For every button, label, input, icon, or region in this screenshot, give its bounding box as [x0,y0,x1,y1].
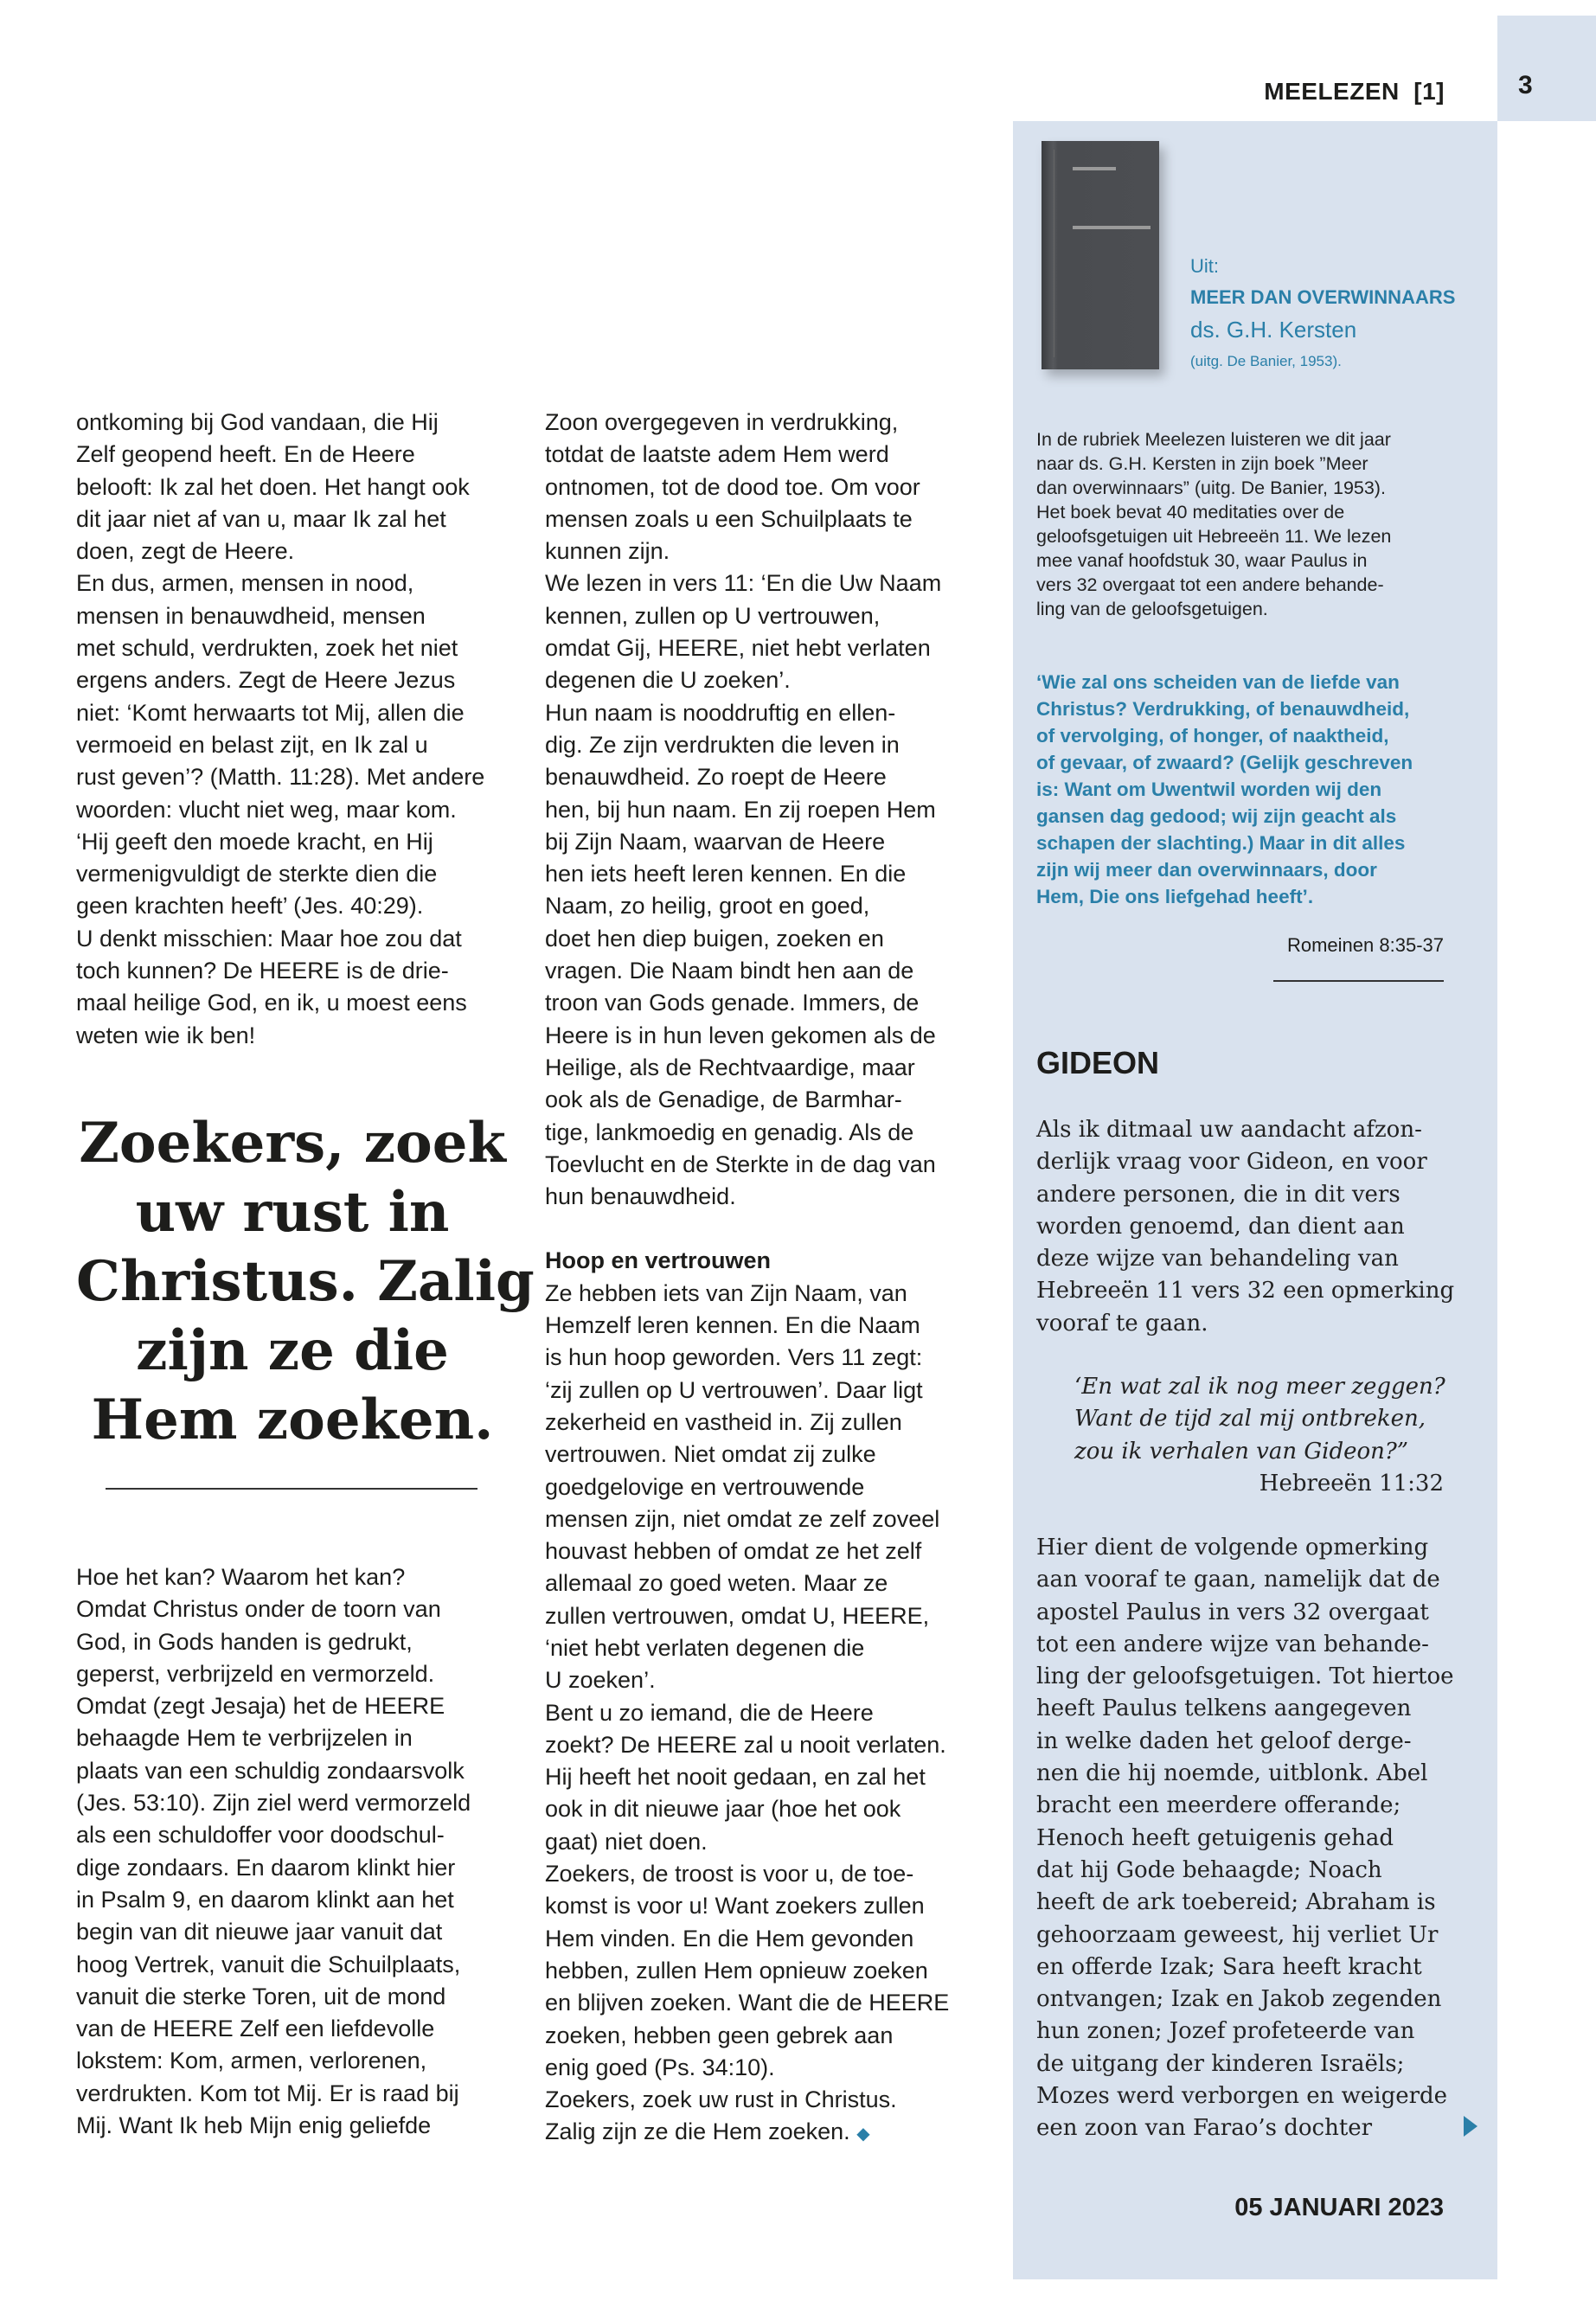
book-from-label: Uit: [1190,255,1219,277]
text-line: Als ik ditmaal uw aandacht afzon- [1036,1117,1422,1143]
text-line: Zalig zijn ze die Hem zoeken. ◆ [545,2118,870,2145]
text-line: en blijven zoeken. Want die de HEERE [545,1990,950,2016]
text-line: Want de tijd zal mij ontbreken, [1074,1406,1426,1433]
text-line: hoog Vertrek, vanuit die Schuilplaats, [76,1951,461,1977]
text-line: Hemzelf leren kennen. En die Naam [545,1312,920,1339]
text-line: dige zondaars. En daarom klinkt hier [76,1854,456,1881]
column-2-text [545,407,949,2151]
text-line: derlijk vraag voor Gideon, en voor [1036,1149,1427,1176]
text-line: toch kunnen? De HEERE is de drie- [76,958,449,984]
text-line: Hier dient de volgende opmerking [1036,1535,1429,1561]
text-line: ‘Wie zal ons scheiden van de liefde van [1036,671,1400,693]
text-line: Christus. Zalig [76,1249,535,1314]
text-line: geloofsgetuigen uit Hebreeën 11. We lezen [1036,526,1392,547]
text-line: Zoekers, zoek uw rust in Christus. [545,2086,897,2113]
text-line: dig. Ze zijn verdrukten die leven in [545,731,900,758]
text-line: vragen. Die Naam bindt hen aan de [545,958,914,984]
text-line: hebben, zullen Hem opnieuw zoeken [545,1957,928,1984]
text-line: vertrouwen. Niet omdat zij zulke [545,1441,876,1468]
text-line: Heilige, als de Rechtvaardige, maar [545,1054,915,1080]
section-title: MEELEZEN [1] [1264,78,1445,105]
text-line: hun benauwdheid. [545,1183,736,1210]
text-line: zoeken, hebben geen gebrek aan [545,2022,894,2048]
sidebar-paragraph-2 [1036,1532,1454,2145]
text-line: vanuit die sterke Toren, uit de mond [76,1983,446,2009]
text-line: U zoeken’. [545,1667,656,1694]
text-line: Hem, Die ons liefgehad heeft’. [1036,886,1314,907]
text-line: doet hen diep buigen, zoeken en [545,925,884,952]
text-line: of vervolging, of honger, of naaktheid, [1036,725,1389,747]
sidebar-intro [1036,427,1391,621]
text-line: de uitgang der kinderen Israëls; [1036,2050,1405,2077]
text-line: Ze hebben iets van Zijn Naam, van [545,1279,907,1306]
text-line: ling der geloofsgetuigen. Tot hiertoe [1036,1663,1454,1690]
text-line: behaagde Hem te verbrijzelen in [76,1725,413,1752]
text-line: Mozes werd verborgen en weigerde [1036,2083,1448,2110]
text-line: doen, zegt de Heere. [76,538,295,565]
text-line: Zoon overgegeven in verdrukking, [545,409,899,435]
text-line: Omdat Christus onder de toorn van [76,1596,441,1623]
issue-date: 05 JANUARI 2023 [1234,2194,1444,2221]
divider [1273,980,1444,982]
text-line: dit jaar niet af van u, maar Ik zal het [76,505,446,532]
text-line: geperst, verbrijzeld en vermorzeld. [76,1660,435,1687]
text-line: vers 32 overgaat tot een andere behande- [1036,574,1384,595]
text-line: hun zonen; Jozef profeteerde van [1036,2018,1415,2045]
text-line: Christus? Verdrukking, of benauwdheid, [1036,698,1410,720]
text-line: Hun naam is nooddruftig en ellen- [545,699,896,726]
text-line: Omdat (zegt Jesaja) het de HEERE [76,1693,445,1720]
text-line: van de HEERE Zelf een liefdevolle [76,2016,435,2042]
text-line: niet: ‘Komt herwaarts tot Mij, allen die [76,699,465,726]
column-1-text-bottom [76,1561,471,2142]
text-line: begin van dit nieuwe jaar vanuit dat [76,1919,443,1945]
text-line: plaats van een schuldig zondaarsvolk [76,1757,465,1784]
text-line: enig goed (Ps. 34:10). [545,2054,775,2080]
text-line: Zelf geopend heeft. En de Heere [76,441,415,468]
book-publisher: (uitg. De Banier, 1953). [1190,353,1342,369]
text-line: gansen dag gedood; wij zijn geacht als [1036,805,1397,827]
text-line: troon van Gods genade. Immers, de [545,990,920,1016]
text-line: geen krachten heeft’ (Jes. 40:29). [76,893,424,920]
text-line: is: Want om Uwentwil worden wij den [1036,779,1382,800]
text-line: bracht een meerdere offerande; [1036,1792,1401,1819]
text-line: Hoe het kan? Waarom het kan? [76,1564,406,1590]
pull-quote-divider [106,1488,478,1490]
text-line: belooft: Ik zal het doen. Het hangt ook [76,473,470,500]
column-2-part-2 [545,1278,949,2151]
text-line: worden genoemd, dan dient aan [1036,1213,1405,1240]
column-2-part-1 [545,407,949,1213]
column-1-text-top [76,407,484,1052]
page-tab [1497,16,1596,121]
text-line: We lezen in vers 11: ‘En die Uw Naam [545,570,942,597]
text-line: ontnomen, tot de dood toe. Om voor [545,473,920,500]
text-line: God, in Gods handen is gedrukt, [76,1628,413,1655]
text-line: deze wijze van behandeling van [1036,1246,1399,1272]
text-line: ‘zij zullen op U vertrouwen’. Daar ligt [545,1376,923,1403]
sidebar-paragraph-1 [1036,1114,1454,1340]
text-line: nen die hij noemde, uitblonk. Abel [1036,1760,1428,1787]
text-line: apostel Paulus in vers 32 overgaat [1036,1599,1429,1625]
text-line: ergens anders. Zegt de Heere Jezus [76,667,456,694]
text-line: ook als de Genadige, de Barmhar- [545,1086,902,1113]
text-line: zoekt? De HEERE zal u nooit verlaten. [545,1731,946,1758]
text-line: kennen, zullen op U vertrouwen, [545,602,881,629]
text-line: In de rubriek Meelezen luisteren we dit jaar [1036,429,1391,450]
text-line: gehoorzaam geweest, hij verliet Ur [1036,1921,1439,1948]
text-line: met schuld, verdrukten, zoek het niet [76,635,458,662]
text-line: in welke daden het geloof dergе- [1036,1727,1412,1754]
continue-arrow-icon [1464,2116,1477,2137]
text-line: ‘niet hebt verlaten degenen die [545,1634,865,1661]
text-line: hen, bij hun naam. En zij roepen Hem [545,796,936,823]
text-line: mensen in benauwdheid, mensen [76,602,426,629]
text-line: houvast hebben of omdat ze het zelf [545,1538,922,1565]
text-line: U denkt misschien: Maar hoe zou dat [76,925,462,952]
text-line: verdrukten. Kom tot Mij. Er is raad bij [76,2080,459,2106]
text-line: Toevlucht en de Sterkte in de dag van [545,1150,936,1177]
book-info [1190,251,1455,377]
text-line: Hem vinden. En die Hem gevonden [545,1925,914,1952]
text-line: gaat) niet doen. [545,1828,708,1855]
text-line: ling van de geloofsgetuigen. [1036,599,1268,619]
text-line: hen iets heeft leren kennen. En die [545,861,907,888]
text-line: en offerde Izak; Sara heeft kracht [1036,1953,1422,1980]
text-line: Zoekers, zoek [79,1111,506,1176]
text-line: mee vanaf hoofdstuk 30, waar Paulus in [1036,550,1368,571]
text-line: vermenigvuldigt de sterkte dien die [76,861,438,888]
text-line: schapen der slachting.) Maar in dit alles [1036,832,1406,854]
text-line: zou ik verhalen van Gideon?” [1074,1438,1409,1465]
text-line: Hem zoeken. [91,1388,494,1452]
sidebar-quote [1074,1371,1445,1468]
subheading: Hoop en vertrouwen [545,1247,772,1274]
text-line: heeft de ark toebereid; Abraham is [1036,1889,1436,1916]
text-line: Naam, zo heilig, groot en goed, [545,893,870,920]
text-line: of gevaar, of zwaard? (Gelijk geschreven [1036,752,1413,773]
text-line: uw rust in [135,1180,450,1245]
text-line: tot een andere wijze van behande- [1036,1631,1429,1657]
text-line: rust geven’? (Matth. 11:28). Met andere [76,764,485,791]
text-line: dat hij Gode behaagde; Noach [1036,1856,1382,1883]
text-line: zekerheid en vastheid in. Zij zullen [545,1408,902,1435]
book-cover-image [1042,141,1159,369]
text-line: als een schuldoffer voor doodschul- [76,1822,445,1849]
text-line: lokstem: Kom, armen, verlorenen, [76,2048,427,2074]
text-line: heeft Paulus telkens aangegeven [1036,1695,1412,1722]
book-title: MEER DAN OVERWINNAARS [1190,286,1456,308]
bible-quote [1036,669,1413,910]
text-line: Zoekers, de troost is voor u, de toe- [545,1861,914,1888]
text-line: totdat de laatste adem Hem werd [545,441,889,468]
text-line: mensen zijn, niet omdat ze zelf zoveel [545,1505,940,1532]
text-line: ontkoming bij God vandaan, die Hij [76,409,439,435]
text-line: aan vooraf te gaan, namelijk dat de [1036,1567,1440,1593]
text-line: kunnen zijn. [545,538,670,565]
text-line: Bent u zo iemand, die de Heere [545,1699,874,1726]
text-line: Heere is in hun leven gekomen als de [545,1022,936,1048]
text-line: tige, lankmoedig en genadig. Als de [545,1118,914,1145]
text-line: andere personen, die in dit vers [1036,1181,1401,1208]
page-number: 3 [1518,71,1533,99]
text-line: vermoeid en belast zijt, en Ik zal u [76,731,428,758]
text-line: degenen die U zoeken’. [545,667,791,694]
text-line: (Jes. 53:10). Zijn ziel werd vermorzeld [76,1790,471,1817]
text-line: bij Zijn Naam, waarvan de Heere [545,828,886,855]
text-line: goedgelovige en vertrouwende [545,1473,865,1500]
text-line: maal heilige God, en ik, u moest eens [76,990,467,1016]
text-line: is hun hoop geworden. Vers 11 zegt: [545,1344,923,1371]
text-line: ‘En wat zal ik nog meer zeggen? [1074,1374,1445,1400]
quote-reference: Hebreeën 11:32 [1259,1471,1444,1497]
text-line: dan overwinnaars” (uitg. De Banier, 1953). [1036,478,1386,498]
text-line: naar ds. G.H. Kersten in zijn boek ”Meer [1036,453,1368,474]
article-heading: GIDEON [1036,1045,1160,1080]
text-line: En dus, armen, mensen in nood, [76,570,414,597]
text-line: woorden: vlucht niet weg, maar kom. [76,796,457,823]
text-line: ‘Hij geeft den moede kracht, en Hij [76,828,433,855]
text-line: Hij heeft het nooit gedaan, en zal het [545,1764,926,1791]
text-line: vooraf te gaan. [1036,1310,1208,1336]
text-line: Henoch heeft getuigenis gehad [1036,1824,1394,1851]
text-line: zullen vertrouwen, omdat U, HEERE, [545,1602,930,1629]
book-author: ds. G.H. Kersten [1190,317,1357,343]
text-line: Hebreeën 11 vers 32 een opmerking [1036,1278,1455,1304]
text-line: Mij. Want Ik heb Mijn enig geliefde [76,2112,432,2139]
pull-quote [76,1109,535,1455]
text-line: zijn ze die [136,1318,449,1383]
text-line: ontvangen; Izak en Jakob zegenden [1036,1986,1442,2013]
text-line: weten wie ik ben! [76,1022,256,1048]
end-mark-icon: ◆ [856,2125,870,2144]
text-line: zijn wij meer dan overwinnaars, door [1036,859,1377,881]
text-line: Het boek bevat 40 meditaties over de [1036,502,1345,522]
text-line: een zoon van Farao’s dochter [1036,2115,1373,2142]
text-line: omdat Gij, HEERE, niet hebt verlaten [545,635,931,662]
text-line: komst is voor u! Want zoekers zullen [545,1893,925,1920]
text-line: ook in dit nieuwe jaar (hoe het ook [545,1796,901,1823]
text-line: in Psalm 9, en daarom klinkt aan het [76,1886,454,1913]
text-line: mensen zoals u een Schuilplaats te [545,505,913,532]
bible-reference: Romeinen 8:35-37 [1286,934,1444,956]
text-line: benauwdheid. Zo roept de Heere [545,764,887,791]
text-line: allemaal zo goed weten. Maar ze [545,1570,888,1597]
